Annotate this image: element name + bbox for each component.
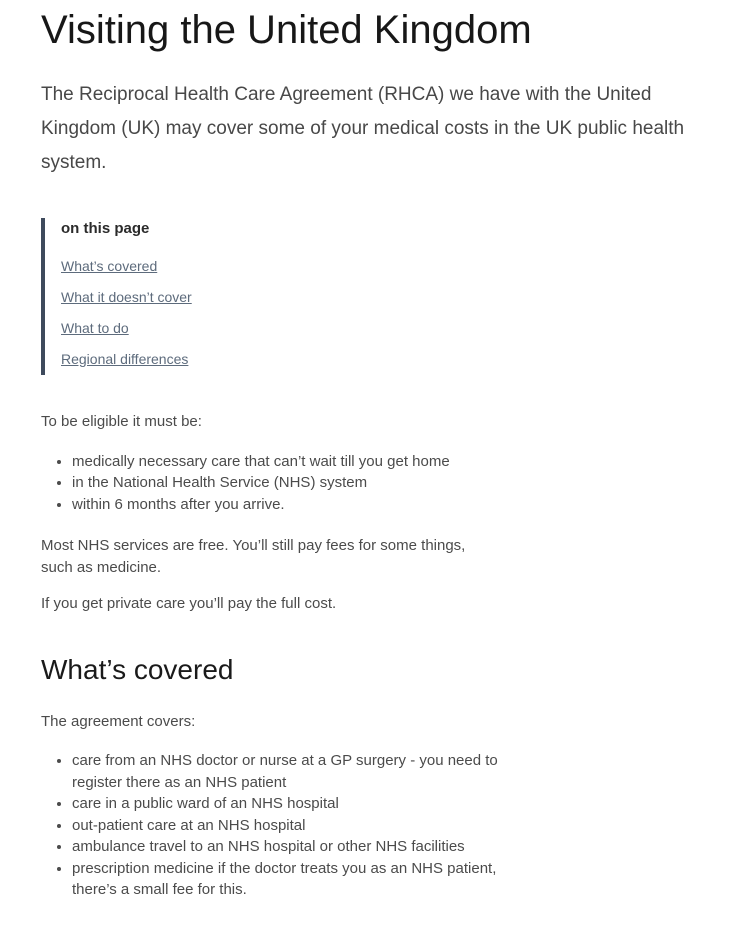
toc-item: [61, 258, 698, 276]
list-item: • out-patient care at an NHS hospital: [72, 815, 514, 837]
on-this-page-box: [41, 218, 698, 375]
covered-list: [41, 750, 514, 901]
list-item: • within 6 months after you arrive.: [72, 494, 514, 516]
eligibility-list: [41, 451, 514, 516]
toc-item: [61, 320, 698, 338]
page-title: Visiting the United Kingdom: [41, 8, 532, 52]
list-item: • in the National Health Service (NHS) system: [72, 472, 514, 494]
eligibility-section: [41, 411, 698, 615]
toc-item: [61, 289, 698, 307]
list-item: • prescription medicine if the doctor treats you as an NHS patient, there’s a small fee for this.: [72, 858, 514, 901]
on-this-page-heading: on this page: [61, 220, 150, 237]
list-item: • medically necessary care that can’t wait till you get home: [72, 451, 514, 473]
whats-covered-heading: What’s covered: [41, 653, 234, 685]
eligibility-lead: To be eligible it must be:: [41, 413, 202, 430]
fees-paragraph: Most NHS services are free. You’ll still pay fees for some things, such as medicine.: [41, 537, 466, 576]
list-item: • ambulance travel to an NHS hospital or other NHS facilities: [72, 836, 514, 858]
toc-link-whats-covered[interactable]: What’s covered: [61, 258, 158, 274]
covered-lead: The agreement covers:: [41, 712, 196, 730]
toc-link-what-to-do[interactable]: What to do: [61, 320, 129, 336]
toc-item: [61, 351, 698, 369]
list-item: • care from an NHS doctor or nurse at a GP surgery - you need to register there as an NHS patient: [72, 750, 514, 793]
whats-covered-section: [41, 711, 698, 901]
private-care-paragraph: If you get private care you’ll pay the full cost.: [41, 595, 337, 612]
intro-paragraph: The Reciprocal Health Care Agreement (RHCA) we have with the United Kingdom (UK) may cover some of your medical costs in the UK public health system.: [41, 84, 685, 173]
toc-link-regional-differences[interactable]: Regional differences: [61, 351, 189, 367]
toc-link-what-it-doesnt-cover[interactable]: What it doesn’t cover: [61, 289, 192, 305]
list-item: • care in a public ward of an NHS hospital: [72, 793, 514, 815]
